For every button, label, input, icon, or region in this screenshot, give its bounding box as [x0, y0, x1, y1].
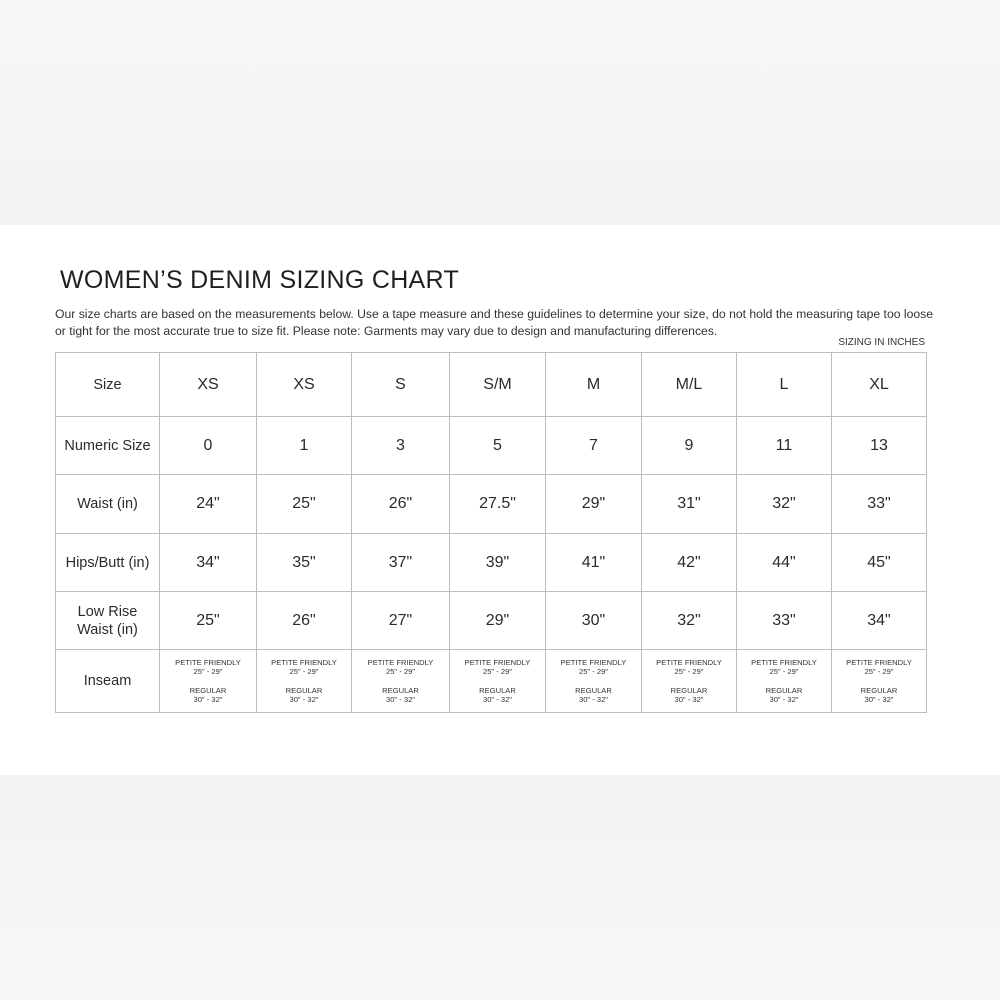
table-row-low-rise-waist	[56, 592, 927, 650]
regular-label: REGULAR	[479, 686, 516, 695]
inseam-cell	[642, 650, 737, 713]
petite-range: 25" - 29"	[769, 667, 799, 676]
regular-range: 30" - 32"	[769, 695, 799, 704]
regular-range: 30" - 32"	[193, 695, 223, 704]
petite-range: 25" - 29"	[385, 667, 416, 676]
table-row-hips	[56, 534, 927, 592]
size-cell: S	[352, 353, 450, 417]
chart-description: Our size charts are based on the measurements below. Use a tape measure and these guidelines to determine your size, do not hold the measuring tape too loose or tight for the most accurate true to size fit. Please note: Garments may vary due to design and manufacturing differences.	[55, 307, 934, 338]
waist-cell: 24"	[160, 475, 257, 534]
background-bottom	[0, 775, 1000, 1000]
size-cell: M/L	[642, 353, 737, 417]
hips-cell: 41"	[546, 534, 642, 592]
regular-range: 30" - 32"	[482, 695, 513, 704]
numeric-size-cell: 5	[450, 417, 546, 475]
low-rise-cell: 33"	[737, 592, 832, 650]
regular-label: REGULAR	[765, 686, 803, 695]
hips-cell: 35"	[257, 534, 352, 592]
waist-cell: 25"	[257, 475, 352, 534]
low-rise-cell: 34"	[832, 592, 927, 650]
petite-range: 25" - 29"	[864, 667, 894, 676]
waist-cell: 31"	[642, 475, 737, 534]
low-rise-cell: 27"	[352, 592, 450, 650]
size-chart-card	[0, 225, 1000, 775]
row-label-numeric-size: Numeric Size	[56, 417, 160, 475]
size-cell: XL	[832, 353, 927, 417]
waist-cell: 32"	[737, 475, 832, 534]
numeric-size-cell: 0	[160, 417, 257, 475]
units-note: SIZING IN INCHES	[838, 337, 925, 348]
row-label-low-rise-line2: Waist (in)	[77, 621, 138, 638]
sizing-table	[55, 352, 927, 713]
petite-label: PETITE FRIENDLY	[751, 658, 817, 667]
size-cell: XS	[257, 353, 352, 417]
regular-label: REGULAR	[285, 686, 323, 695]
row-label-inseam: Inseam	[56, 650, 160, 713]
row-label-low-rise-waist	[56, 592, 160, 650]
numeric-size-cell: 7	[546, 417, 642, 475]
numeric-size-cell: 3	[352, 417, 450, 475]
inseam-cell	[160, 650, 257, 713]
petite-label: PETITE FRIENDLY	[846, 658, 912, 667]
table-row-size	[56, 353, 927, 417]
row-label-hips: Hips/Butt (in)	[56, 534, 160, 592]
waist-cell: 27.5"	[450, 475, 546, 534]
numeric-size-cell: 9	[642, 417, 737, 475]
petite-label: PETITE FRIENDLY	[271, 658, 337, 667]
numeric-size-cell: 1	[257, 417, 352, 475]
regular-label: REGULAR	[382, 686, 419, 695]
petite-range: 25" - 29"	[578, 667, 609, 676]
row-label-size: Size	[56, 353, 160, 417]
inseam-cell	[546, 650, 642, 713]
size-cell: S/M	[450, 353, 546, 417]
table-row-numeric-size	[56, 417, 927, 475]
hips-cell: 45"	[832, 534, 927, 592]
petite-range: 25" - 29"	[482, 667, 513, 676]
petite-range: 25" - 29"	[289, 667, 319, 676]
low-rise-cell: 26"	[257, 592, 352, 650]
background-top	[0, 0, 1000, 225]
waist-cell: 26"	[352, 475, 450, 534]
row-label-low-rise-line1: Low Rise	[77, 603, 138, 620]
size-cell: XS	[160, 353, 257, 417]
size-cell: L	[737, 353, 832, 417]
petite-label: PETITE FRIENDLY	[656, 658, 722, 667]
inseam-cell	[737, 650, 832, 713]
numeric-size-cell: 11	[737, 417, 832, 475]
waist-cell: 33"	[832, 475, 927, 534]
petite-range: 25" - 29"	[193, 667, 223, 676]
regular-label: REGULAR	[189, 686, 227, 695]
row-label-waist: Waist (in)	[56, 475, 160, 534]
inseam-cell	[832, 650, 927, 713]
hips-cell: 34"	[160, 534, 257, 592]
numeric-size-cell: 13	[832, 417, 927, 475]
petite-label: PETITE FRIENDLY	[464, 658, 531, 667]
inseam-cell	[352, 650, 450, 713]
regular-label: REGULAR	[860, 686, 898, 695]
hips-cell: 39"	[450, 534, 546, 592]
petite-label: PETITE FRIENDLY	[367, 658, 434, 667]
inseam-cell	[450, 650, 546, 713]
low-rise-cell: 25"	[160, 592, 257, 650]
low-rise-cell: 29"	[450, 592, 546, 650]
regular-range: 30" - 32"	[674, 695, 704, 704]
inseam-cell	[257, 650, 352, 713]
hips-cell: 44"	[737, 534, 832, 592]
table-row-waist	[56, 475, 927, 534]
hips-cell: 37"	[352, 534, 450, 592]
waist-cell: 29"	[546, 475, 642, 534]
hips-cell: 42"	[642, 534, 737, 592]
size-cell: M	[546, 353, 642, 417]
table-row-inseam	[56, 650, 927, 713]
regular-range: 30" - 32"	[864, 695, 894, 704]
regular-range: 30" - 32"	[385, 695, 416, 704]
regular-range: 30" - 32"	[289, 695, 319, 704]
petite-range: 25" - 29"	[674, 667, 704, 676]
regular-label: REGULAR	[575, 686, 612, 695]
regular-range: 30" - 32"	[578, 695, 609, 704]
chart-title: WOMEN’S DENIM SIZING CHART	[60, 266, 460, 294]
low-rise-cell: 32"	[642, 592, 737, 650]
petite-label: PETITE FRIENDLY	[175, 658, 241, 667]
petite-label: PETITE FRIENDLY	[560, 658, 627, 667]
regular-label: REGULAR	[670, 686, 708, 695]
low-rise-cell: 30"	[546, 592, 642, 650]
